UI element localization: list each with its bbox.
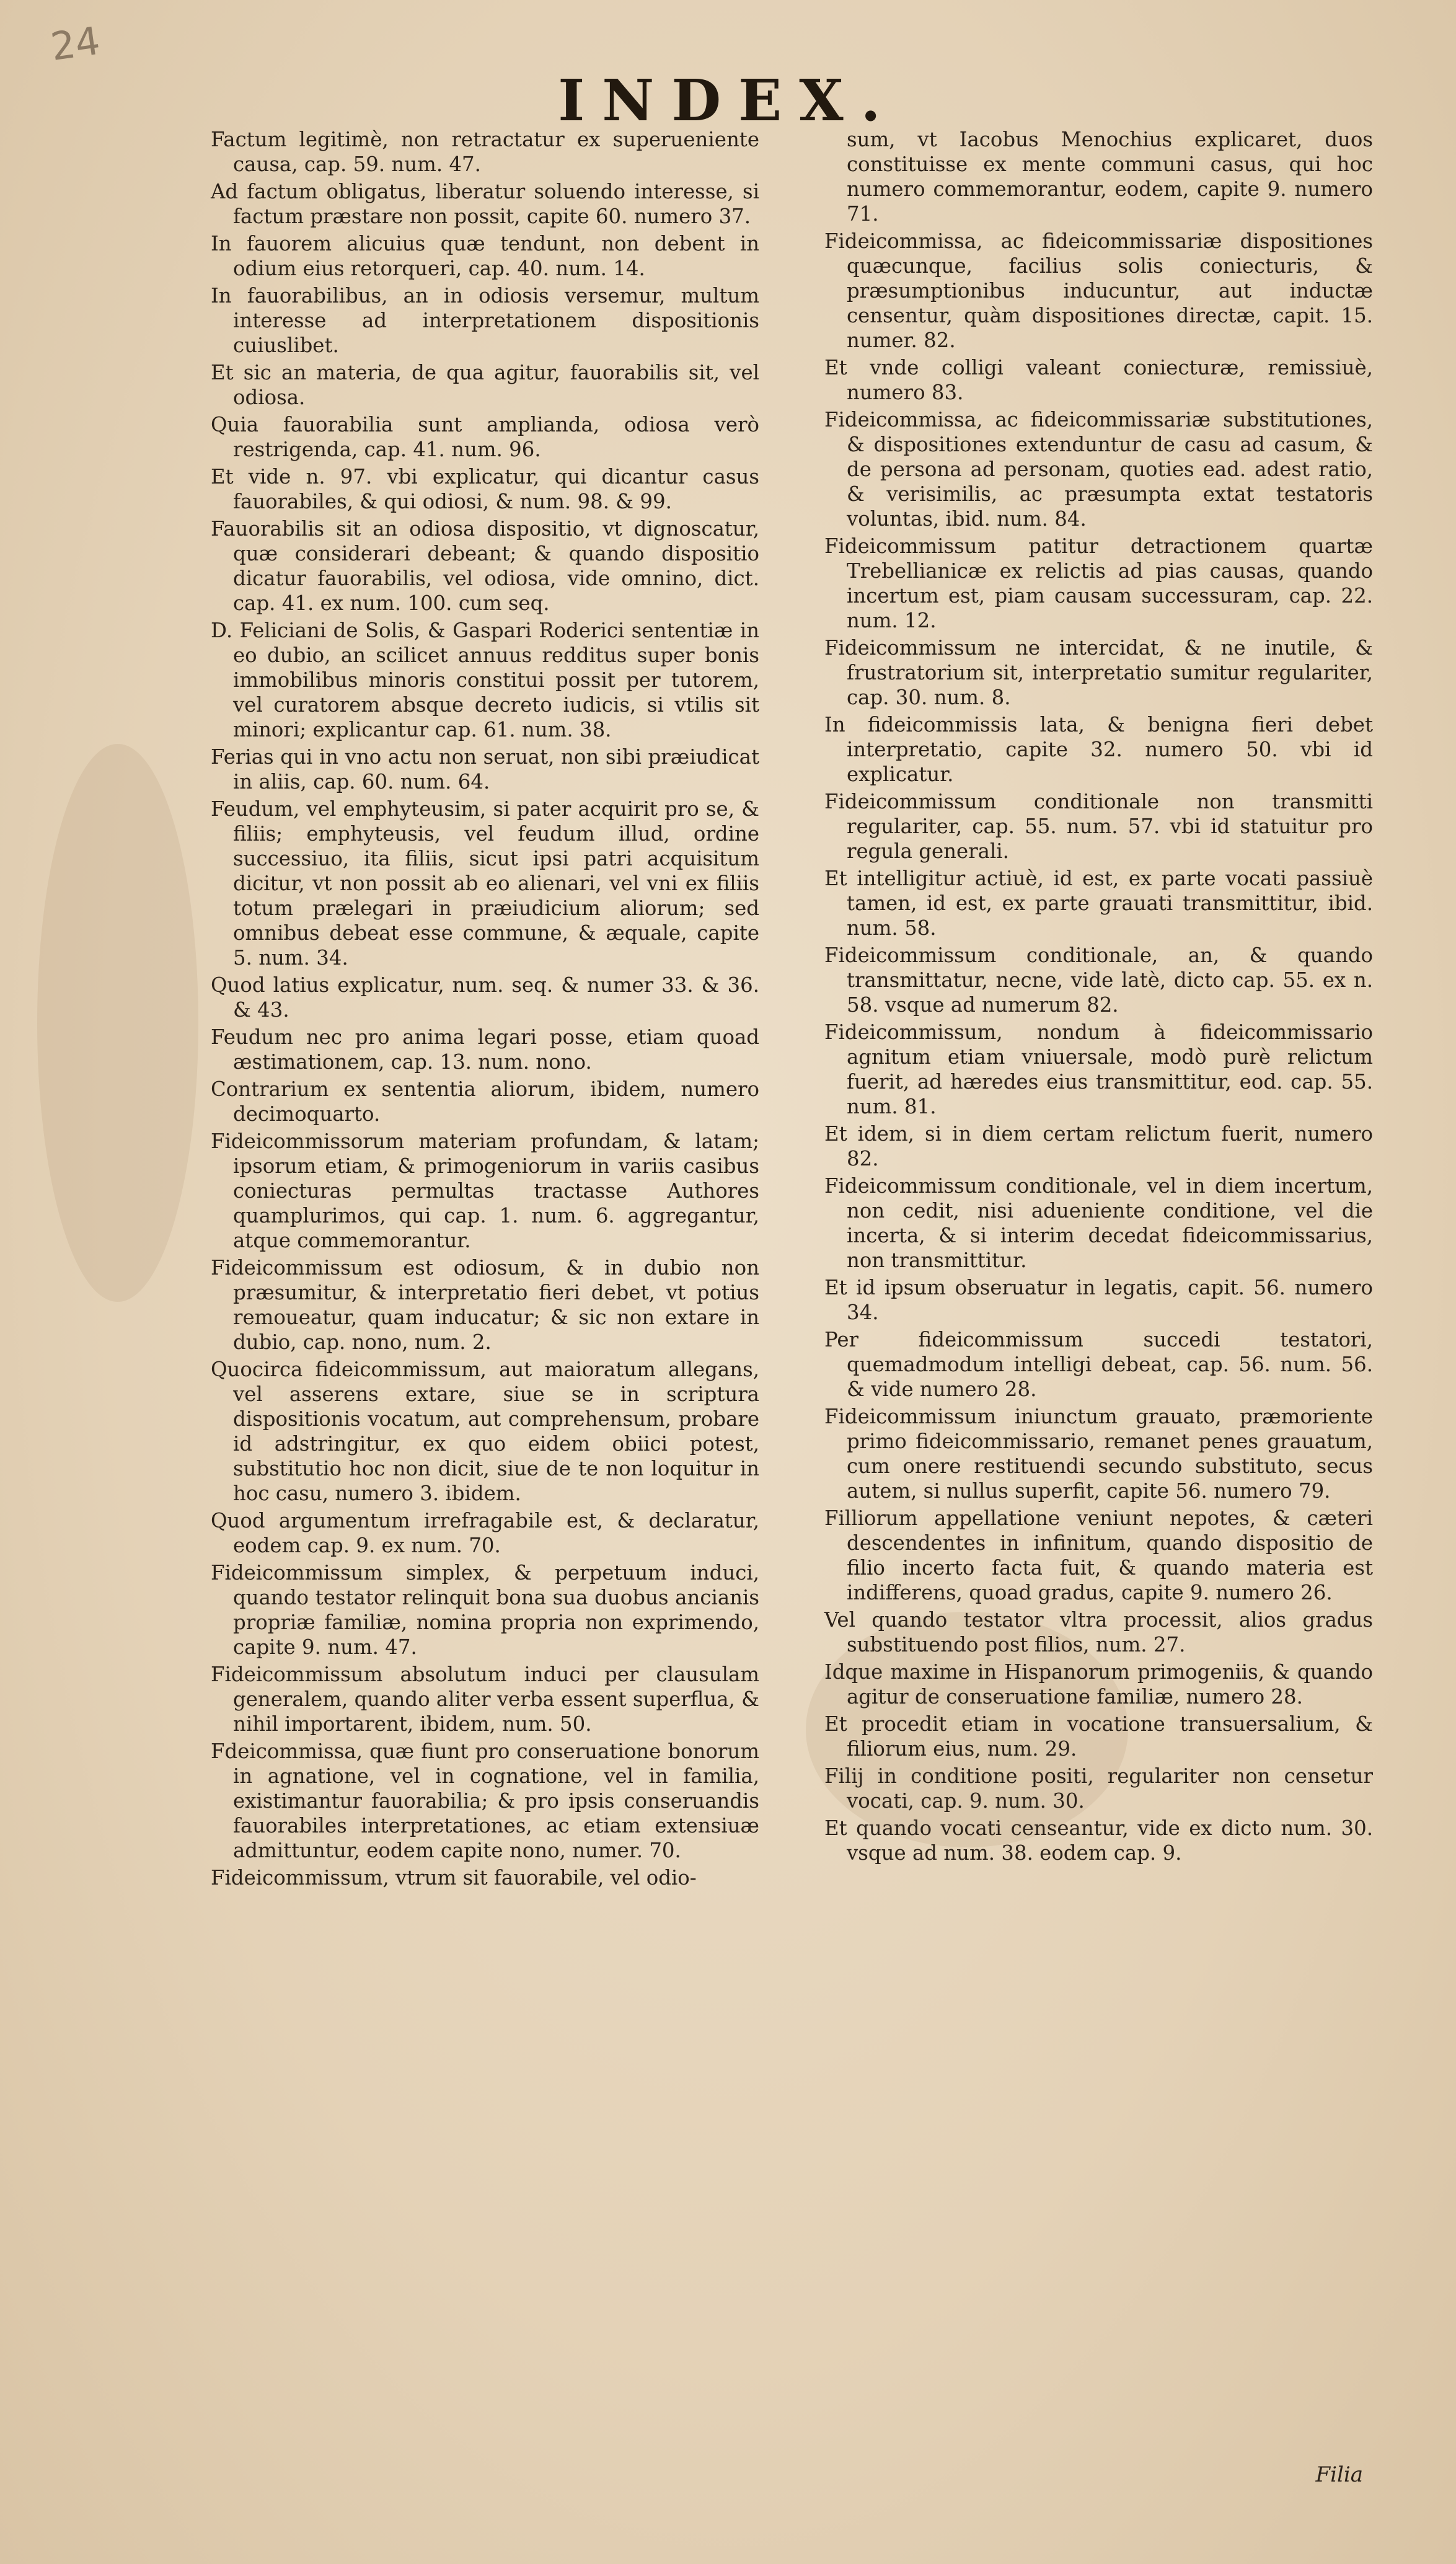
index-entry: Fideicommissum simplex, & perpetuum induci, quando testator relinquit bona sua duobus ancianis propriæ familiæ, nomina propria non exprimendo, capite 9. num. 47. xyxy=(211,1561,759,1659)
index-entry: Et intelligitur actiuè, id est, ex parte vocati passiuè tamen, id est, ex parte grauati transmittitur, ibid. num. 58. xyxy=(824,867,1373,940)
page-title: INDEX. xyxy=(558,67,898,134)
index-entry: Fideicommissum iniunctum grauato, præmoriente primo fideicommissario, remanet penes grauatum, cum onere restituendi secundo substituto, secus autem, si nullus superfit, capite 56. numero 79. xyxy=(824,1405,1373,1503)
index-entry: Idque maxime in Hispanorum primogeniis, & quando agitur de conseruatione familiæ, numero 28. xyxy=(824,1660,1373,1709)
index-entry: Per fideicommissum succedi testatori, quemadmodum intelligi debeat, cap. 56. num. 56. & vide numero 28. xyxy=(824,1328,1373,1401)
index-entry: Fideicommissorum materiam profundam, & latam; ipsorum etiam, & primogeniorum in variis casibus coniecturas permultas tractasse Authores quamplurimos, qui cap. 1. num. 6. aggregantur, atque commemorantur. xyxy=(211,1129,759,1252)
index-entry: Vel quando testator vltra processit, alios gradus substituendo post filios, num. 27. xyxy=(824,1608,1373,1656)
folio-mark: 24 xyxy=(48,17,103,70)
index-entry: Fideicommissum, vtrum sit fauorabile, vel odio- xyxy=(211,1866,697,1890)
index-entry: Et procedit etiam in vocatione transuersalium, & filiorum eius, num. 29. xyxy=(824,1712,1373,1761)
index-entry: Quia fauorabilia sunt amplianda, odiosa verò restrigenda, cap. 41. num. 96. xyxy=(211,413,759,461)
catchword: Filia xyxy=(1315,2462,1363,2487)
index-entry: Quod argumentum irrefragabile est, & declaratur, eodem cap. 9. ex num. 70. xyxy=(211,1509,759,1557)
index-entry: Fideicommissa, ac fideicommissariæ dispositiones quæcunque, facilius solis coniecturis, & præsumptionibus inducuntur, aut inductæ censentur, quàm dispositiones directæ, capit. 15. numer. 82. xyxy=(824,229,1373,352)
index-entry: Fideicommissum absolutum induci per clausulam generalem, quando aliter verba essent superflua, & nihil importarent, ibidem, num. 50. xyxy=(211,1663,759,1736)
paper-stain xyxy=(37,744,198,1302)
index-entry: In fideicommissis lata, & benigna fieri debet interpretatio, capite 32. numero 50. vbi id explicatur. xyxy=(824,713,1373,786)
index-entry: Feudum nec pro anima legari posse, etiam quoad æstimationem, cap. 13. num. nono. xyxy=(211,1025,759,1074)
index-entry: Et sic an materia, de qua agitur, fauorabilis sit, vel odiosa. xyxy=(211,361,759,409)
index-entry: sum, vt Iacobus Menochius explicaret, duos constituisse ex mente communi casus, qui hoc numero commemorantur, eodem, capite 9. numero 71. xyxy=(847,128,1373,226)
index-entry: Filliorum appellatione veniunt nepotes, & cæteri descendentes in infinitum, quando dispositio de filio incerto facta fuit, & quando materia est indifferens, quoad gradus, capite 9. numero 26. xyxy=(824,1506,1373,1604)
index-entry: Fideicommissum patitur detractionem quartæ Trebellianicæ ex relictis ad pias causas, quando incertum est, piam causam successuram, cap. 22. num. 12. xyxy=(824,534,1373,632)
index-entry: Et quando vocati censeantur, vide ex dicto num. 30. vsque ad num. 38. eodem cap. 9. xyxy=(824,1816,1373,1865)
left-column xyxy=(211,127,759,1893)
index-entry: Fdeicommissa, quæ fiunt pro conseruatione bonorum in agnatione, vel in cognatione, vel in familia, existimantur fauorabilia; & pro ipsis conseruandis fauorabiles interpretationes, ac etiam extensiuæ admittuntur, eodem capite nono, numer. 70. xyxy=(211,1740,759,1862)
index-entry: In fauorabilibus, an in odiosis versemur, multum interesse ad interpretationem dispositionis cuiuslibet. xyxy=(211,284,759,357)
index-entry: Et vnde colligi valeant coniecturæ, remissiuè, numero 83. xyxy=(824,356,1373,404)
index-entry: Fideicommissum conditionale non transmitti regulariter, cap. 55. num. 57. vbi id statuitur pro regula generali. xyxy=(824,790,1373,863)
index-entry: Quocirca fideicommissum, aut maioratum allegans, vel asserens extare, siue se in scriptura dispositionis vocatum, aut comprehensum, probare id adstringitur, ex quo eidem obiici potest, substitutio hoc non dicit, siue de te non loquitur in hoc casu, numero 3. ibidem. xyxy=(211,1358,759,1505)
index-entry: Fauorabilis sit an odiosa dispositio, vt dignoscatur, quæ considerari debeant; & quando dispositio dicatur fauorabilis, vel odiosa, vide omnino, dict. cap. 41. ex num. 100. cum seq. xyxy=(211,517,759,615)
index-entry: Fideicommissum est odiosum, & in dubio non præsumitur, & interpretatio fieri debet, vt potius remoueatur, quam inducatur; & sic non extare in dubio, cap. nono, num. 2. xyxy=(211,1256,759,1354)
index-entry: Factum legitimè, non retractatur ex superueniente causa, cap. 59. num. 47. xyxy=(211,128,759,176)
index-entry: Filij in conditione positi, regulariter non censetur vocati, cap. 9. num. 30. xyxy=(824,1764,1373,1813)
index-entry: D. Feliciani de Solis, & Gaspari Roderici sententiæ in eo dubio, an scilicet annuus redditus super bonis immobilibus minoris constitui possit per tutorem, vel curatorem absque decreto iudicis, si vtilis sit minori; explicantur cap. 61. num. 38. xyxy=(211,619,759,741)
index-entry: Fideicommissum, nondum à fideicommissario agnitum etiam vniuersale, modò purè relictum fuerit, ad hæredes eius transmittitur, eod. cap. 55. num. 81. xyxy=(824,1020,1373,1118)
index-entry: Fideicommissum conditionale, vel in diem incertum, non cedit, nisi adueniente conditione, vel die incerta, & si interim decedat fideicommissarius, non transmittitur. xyxy=(824,1174,1373,1272)
index-entry: Et idem, si in diem certam relictum fuerit, numero 82. xyxy=(824,1122,1373,1170)
index-entry: Et vide n. 97. vbi explicatur, qui dicantur casus fauorabiles, & qui odiosi, & num. 98. & 99. xyxy=(211,465,759,513)
index-entry: Quod latius explicatur, num. seq. & numer 33. & 36. & 43. xyxy=(211,973,759,1022)
index-entry: Contrarium ex sententia aliorum, ibidem, numero decimoquarto. xyxy=(211,1077,759,1126)
index-entry: Ferias qui in vno actu non seruat, non sibi præiudicat in aliis, cap. 60. num. 64. xyxy=(211,745,759,794)
index-entry: Feudum, vel emphyteusim, si pater acquirit pro se, & filiis; emphyteusis, vel feudum illud, ordine successiuo, ita filiis, sicut ipsi patri acquisitum dicitur, vt non possit ab eo alienari, vel vni ex filiis totum prælegari in præiudicium aliorum; sed omnibus debeat esse commune, & æquale, capite 5. num. 34. xyxy=(211,797,759,970)
index-entry: Fideicommissum ne intercidat, & ne inutile, & frustratorium sit, interpretatio sumitur regulariter, cap. 30. num. 8. xyxy=(824,636,1373,709)
index-entry: Et id ipsum obseruatur in legatis, capit. 56. numero 34. xyxy=(824,1276,1373,1324)
index-entry: In fauorem alicuius quæ tendunt, non debent in odium eius retorqueri, cap. 40. num. 14. xyxy=(211,232,759,280)
index-entry: Fideicommissa, ac fideicommissariæ substitutiones, & dispositiones extenduntur de casu ad casum, & de persona ad personam, quoties ead. adest ratio, & verisimilis, ac præsumpta extat testatoris voluntas, ibid. num. 84. xyxy=(824,408,1373,531)
index-entry: Ad factum obligatus, liberatur soluendo interesse, si factum præstare non possit, capite 60. numero 37. xyxy=(211,180,759,228)
right-column xyxy=(824,127,1373,1868)
index-entry: Fideicommissum conditionale, an, & quando transmittatur, necne, vide latè, dicto cap. 55. ex n. 58. vsque ad numerum 82. xyxy=(824,944,1373,1017)
